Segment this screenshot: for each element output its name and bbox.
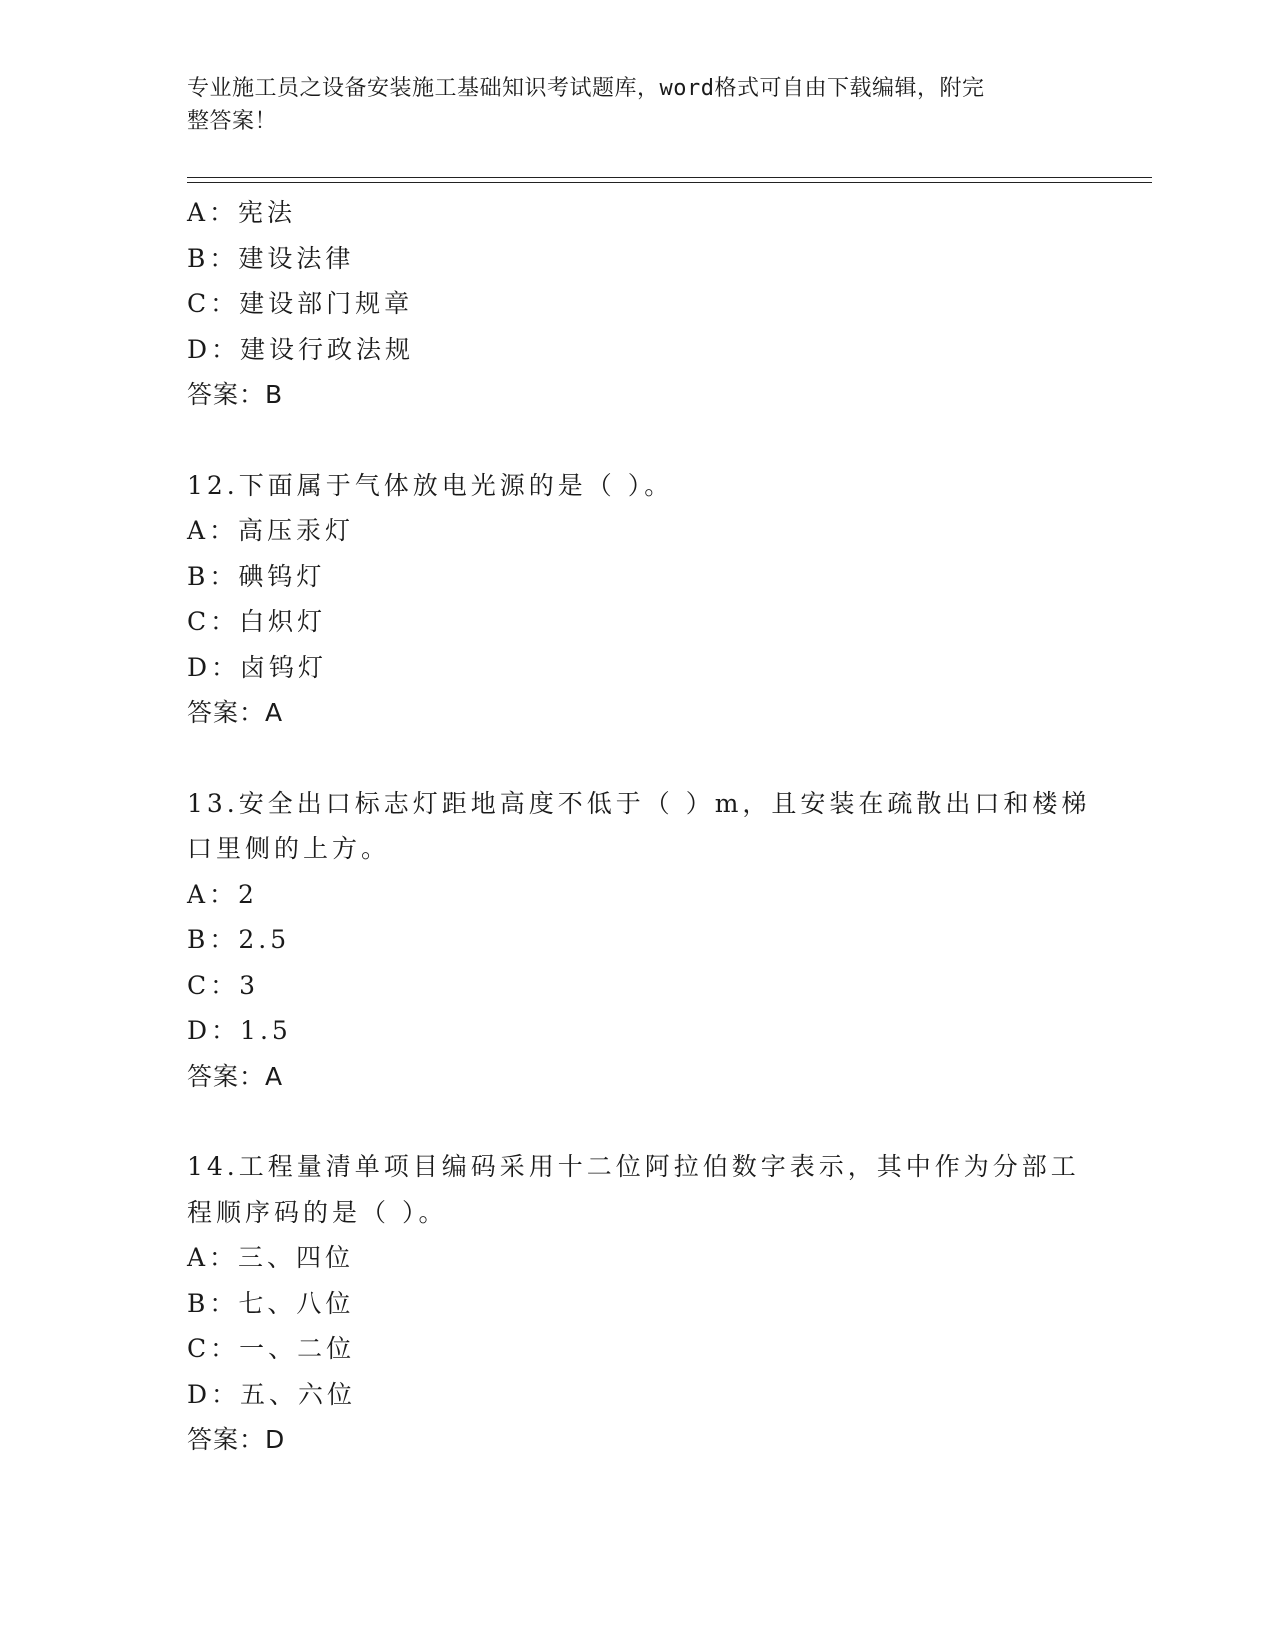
header-line-1: 专业施工员之设备安装施工基础知识考试题库，word格式可自由下载编辑，附完 [187, 76, 985, 101]
question-14 [187, 1144, 1087, 1463]
header-divider-top [187, 177, 1152, 178]
question-12 [187, 463, 1087, 736]
option-d: D：1.5 [187, 1016, 292, 1045]
option-c: C：一、二位 [187, 1334, 356, 1363]
answer: 答案：A [187, 1061, 284, 1091]
answer: 答案：D [187, 1425, 286, 1454]
question-list [187, 190, 1091, 1463]
question-text-line-1: 14.工程量清单项目编码采用十二位阿拉伯数字表示，其中作为分部工 [187, 1152, 1080, 1181]
question-text-line-2: 程顺序码的是（ ）。 [187, 1197, 448, 1227]
question-11 [187, 190, 1087, 418]
header-line-2: 整答案！ [187, 109, 278, 134]
option-d: D：卤钨灯 [187, 652, 328, 682]
option-b: B：碘钨灯 [187, 561, 326, 591]
option-d: D：五、六位 [187, 1379, 357, 1409]
answer: 答案：B [187, 380, 284, 409]
option-b: B：建设法律 [187, 243, 355, 273]
option-b: B：2.5 [187, 925, 291, 954]
option-c: C：3 [187, 970, 260, 1000]
option-c: C：白炽灯 [187, 607, 327, 636]
option-a: A：三、四位 [187, 1243, 355, 1272]
answer: 答案：A [187, 698, 284, 727]
option-a: A：2 [187, 879, 258, 909]
option-a: A：高压汞灯 [187, 516, 355, 545]
option-d: D：建设行政法规 [187, 334, 415, 364]
option-a: A：宪法 [187, 198, 297, 227]
question-text-line-1: 13.安全出口标志灯距地高度不低于（ ）m，且安装在疏散出口和楼梯 [187, 788, 1091, 818]
question-text-line-2: 口里侧的上方。 [187, 834, 391, 863]
question-text: 12.下面属于气体放电光源的是（ ）。 [187, 470, 674, 500]
document-header [187, 72, 1067, 138]
header-divider-bottom [187, 182, 1152, 183]
question-13 [187, 781, 1091, 1100]
option-b: B：七、八位 [187, 1288, 355, 1318]
option-c: C：建设部门规章 [187, 289, 414, 318]
